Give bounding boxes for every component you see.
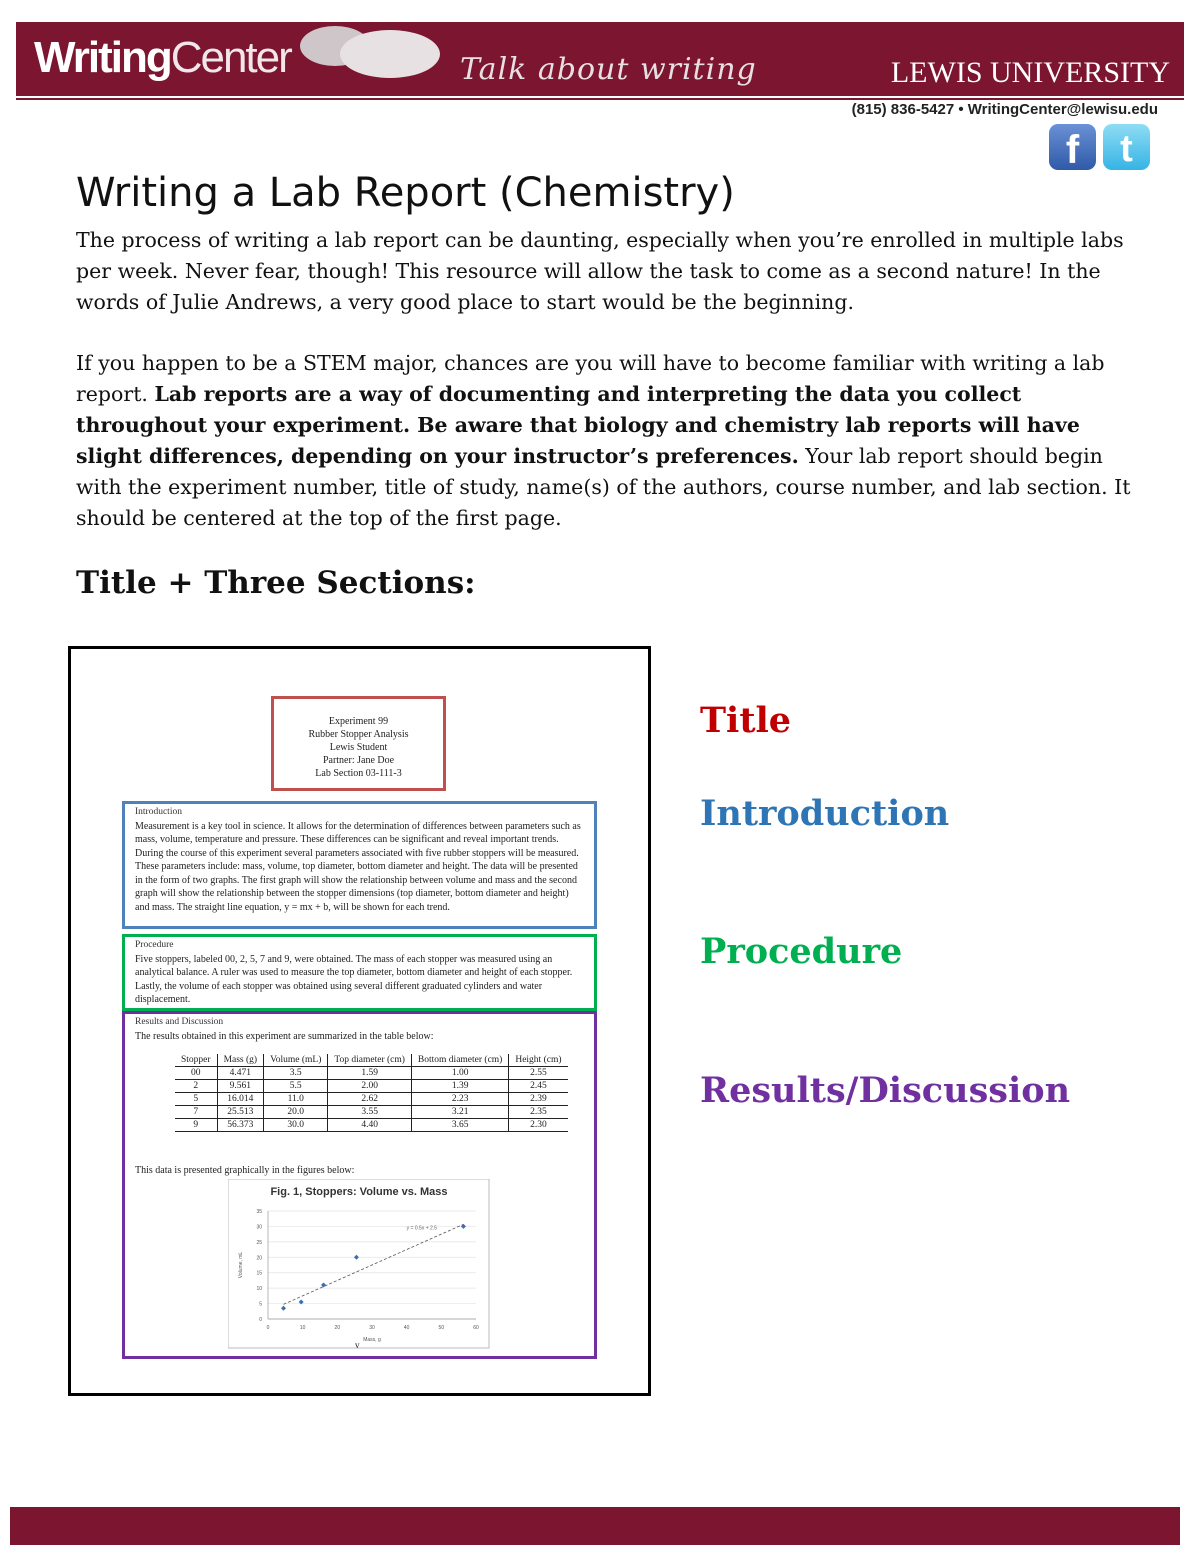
x-tick-label: 40 [403,1325,410,1331]
table-cell: 2.35 [509,1106,568,1119]
table-cell: 5.5 [264,1080,328,1093]
table-cell: 3.5 [264,1067,328,1080]
sample-results-block [122,1011,597,1359]
sample-title-line: Lab Section 03-111-3 [315,768,402,779]
sample-proc-heading: Procedure [135,940,174,950]
sample-res-heading: Results and Discussion [135,1017,224,1027]
table-cell: 5 [175,1093,217,1106]
sample-title-line: Rubber Stopper Analysis [308,729,409,740]
twitter-icon[interactable]: t [1103,124,1150,170]
sample-intro-text: Measurement is a key tool in science. It allows for the determination of differences between parameters such as mass, volume, temperature and pressure. These differences can be significant and reveal important trends. During the course of this experiment several parameters associated with five rubber stoppers will be measured. These parameters include: mass, volume, top diameter, bottom diameter and height. The data will be presented in the form of two graphs. The first graph will show the relationship between volume and mass and the second graph will show the relationship between the stopper dimensions (top diameter, bottom diameter and height) and mass. The straight line equation, y = mx + b, will be shown for each trend. [135,820,581,913]
trendline-equation: y = 0.5x + 2.5 [406,1225,437,1232]
table-cell: 1.39 [411,1080,508,1093]
table-cell: 2.45 [509,1080,568,1093]
sample-procedure-block [122,934,597,1011]
sample-title-block [271,696,446,791]
y-tick-label: 35 [256,1209,262,1215]
x-tick-label: 0 [266,1325,270,1331]
sample-title-line: Experiment 99 [328,716,389,727]
table-header: Volume (mL) [264,1054,328,1067]
table-row [175,1119,568,1132]
table-cell: 1.00 [411,1067,508,1080]
table-cell: 00 [175,1067,217,1080]
table-cell: 2.62 [328,1093,412,1106]
table-cell: 20.0 [264,1106,328,1119]
page-title: Writing a Lab Report (Chemistry) [76,170,735,216]
table-cell: 2.00 [328,1080,412,1093]
table-cell: 56.373 [217,1119,264,1132]
sample-introduction-block [122,801,597,929]
table-cell: 2.30 [509,1119,568,1132]
x-tick-label: 10 [299,1325,306,1331]
chart-title: Fig. 1, Stoppers: Volume vs. Mass [270,1186,448,1198]
x-tick-label: 60 [473,1325,479,1331]
x-axis-label: Mass, g [363,1337,381,1343]
table-cell: 4.40 [328,1119,412,1132]
table-cell: 3.65 [411,1119,508,1132]
x-tick-label: 50 [438,1325,445,1331]
contact-info: (815) 836-5427 • WritingCenter@lewisu.edu [851,101,1158,118]
y-tick-label: 30 [256,1224,262,1231]
table-header: Top diameter (cm) [328,1054,412,1067]
table-cell: 25.513 [217,1106,264,1119]
table-cell: 2.39 [509,1093,568,1106]
writing-center-logo: WritingCenter [34,33,291,82]
sample-title-line: Partner: Jane Doe [322,755,395,766]
sample-data-table [175,1054,568,1132]
sample-title-line: Lewis Student [329,742,388,753]
volume-mass-chart [228,1179,490,1349]
facebook-icon[interactable]: f [1049,124,1096,170]
header-divider [16,98,1184,100]
tagline: Talk about writing [460,52,757,87]
table-row [175,1080,568,1093]
y-tick-label: 5 [259,1301,262,1308]
table-cell: 4.471 [217,1067,264,1080]
sections-heading: Title + Three Sections: [76,565,476,601]
label-introduction: Introduction [700,793,950,834]
table-cell: 3.21 [411,1106,508,1119]
table-cell: 9 [175,1119,217,1132]
y-tick-label: 20 [256,1255,262,1262]
label-procedure: Procedure [700,931,903,972]
table-row [175,1106,568,1119]
speech-bubble-icon [340,30,440,78]
table-cell: 1.59 [328,1067,412,1080]
table-cell: 7 [175,1106,217,1119]
sample-report-figure [68,646,651,1396]
y-tick-label: 0 [259,1317,262,1323]
y-tick-label: 25 [256,1239,262,1246]
y-tick-label: 10 [256,1286,262,1293]
table-cell: 16.014 [217,1093,264,1106]
sample-footer-mark: v [355,1340,360,1350]
university-name: LEWIS UNIVERSITY [890,56,1170,89]
sample-res-text: The results obtained in this experiment are summarized in the table below: [135,1030,434,1042]
table-cell: 9.561 [217,1080,264,1093]
sample-intro-heading: Introduction [135,807,182,817]
table-header: Bottom diameter (cm) [411,1054,508,1067]
sample-proc-text: Five stoppers, labeled 00, 2, 5, 7 and 9, were obtained. The mass of each stopper was measured using an analytical balance. A ruler was used to measure the top diameter, bottom diameter and height of each stopper. Lastly, the volume of each stopper was obtained using several different graduated cylinders and water displacement. [135,953,573,1005]
table-header: Height (cm) [509,1054,568,1067]
sample-presented-text: This data is presented graphically in the figures below: [135,1165,355,1176]
label-results-discussion: Results/Discussion [700,1070,1071,1111]
y-axis-label: Volume, mL [238,1251,244,1279]
table-cell: 3.55 [328,1106,412,1119]
x-tick-label: 30 [369,1325,375,1331]
chart-border [228,1179,489,1348]
stem-paragraph: If you happen to be a STEM major, chances are you will have to become familiar with writing a lab report. Lab reports are a way of documenting and interpreting the data you collect throughout your experiment. Be aware that biology and chemistry lab reports will have slight differences, depending on your instructor’s preferences. Your lab report should begin with the experiment number, title of study, name(s) of the authors, course number, and lab section. It should be centered at the top of the first page. [76,351,1131,530]
table-cell: 2.23 [411,1093,508,1106]
table-cell: 30.0 [264,1119,328,1132]
label-title: Title [700,700,792,741]
intro-paragraph: The process of writing a lab report can be daunting, especially when you’re enrolled in multiple labs per week. Never fear, though! This resource will allow the task to come as a second nature! In the words of Julie Andrews, a very good place to start would be the beginning. [76,228,1124,314]
footer-bar [10,1507,1180,1545]
table-row [175,1093,568,1106]
table-cell: 11.0 [264,1093,328,1106]
table-header: Stopper [175,1054,217,1067]
table-cell: 2.55 [509,1067,568,1080]
table-header: Mass (g) [217,1054,264,1067]
table-cell: 2 [175,1080,217,1093]
table-row [175,1067,568,1080]
x-tick-label: 20 [334,1325,341,1331]
y-tick-label: 15 [256,1270,262,1277]
